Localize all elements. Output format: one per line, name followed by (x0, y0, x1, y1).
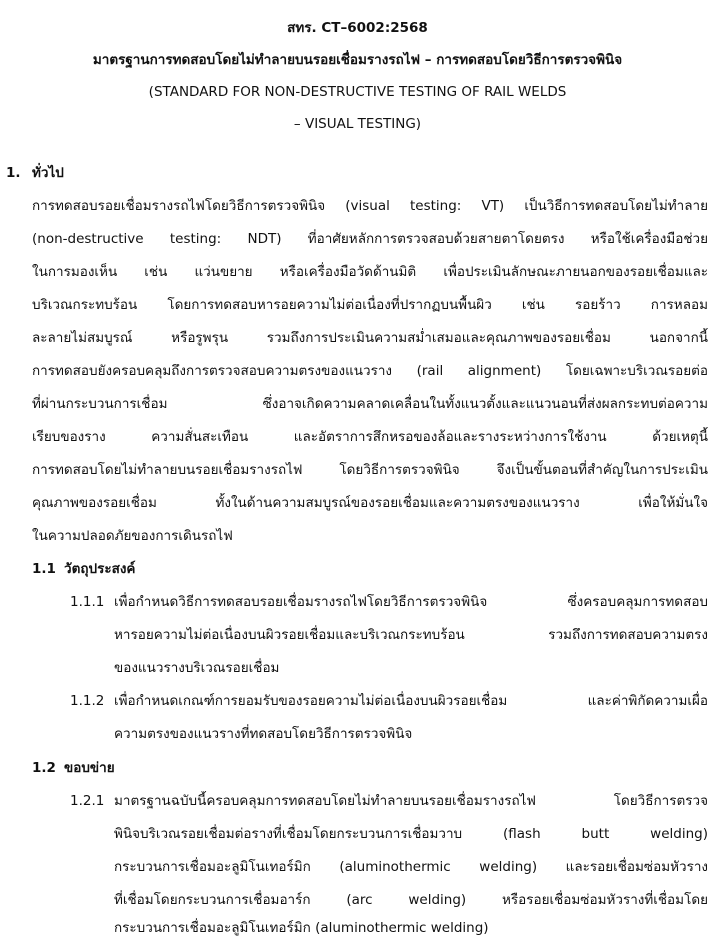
section-1-paragraph-line: ที่ผ่านกระบวนการเชื่อม ซึ่งอาจเกิดความคลาดเคลื่อนในทั้งแนวตั้งและแนวนอนที่ส่งผลกระทบต่อความ (32, 396, 708, 412)
item-1-2-1-number: 1.2.1 (70, 793, 105, 809)
section-1-1-heading: วัตถุประสงค์ (64, 561, 136, 577)
section-1-paragraph-line: การทดสอบยังครอบคลุมถึงการตรวจสอบความตรงของแนวราง (rail alignment) โดยเฉพาะบริเวณรอยต่อ (32, 363, 708, 379)
section-1-2-heading: ขอบข่าย (64, 760, 115, 776)
standard-code: สทร. CT–6002:2568 (287, 20, 428, 36)
document-title-english-line-1: (STANDARD FOR NON-DESTRUCTIVE TESTING OF RAIL WELDS (148, 84, 567, 100)
item-1-2-1-line: พินิจบริเวณรอยเชื่อมต่อรางที่เชื่อมโดยกระบวนการเชื่อมวาบ (flash butt welding) (114, 826, 708, 842)
item-1-1-1-number: 1.1.1 (70, 594, 105, 610)
section-1-paragraph-line: ในการมองเห็น เช่น แว่นขยาย หรือเครื่องมือวัดด้านมิติ เพื่อประเมินลักษณะภายนอกของรอยเชื่อมและ (32, 264, 708, 280)
section-1-paragraph-line: ในความปลอดภัยของการเดินรถไฟ (32, 528, 233, 544)
section-1-1-number: 1.1 (32, 561, 56, 577)
item-1-1-1-line: เพื่อกำหนดวิธีการทดสอบรอยเชื่อมรางรถไฟโดยวิธีการตรวจพินิจ ซึ่งครอบคลุมการทดสอบ (114, 594, 708, 610)
section-1-paragraph-line: การทดสอบรอยเชื่อมรางรถไฟโดยวิธีการตรวจพินิจ (visual testing: VT) เป็นวิธีการทดสอบโดยไม่ทำลาย (32, 198, 708, 214)
item-1-1-1-line: ของแนวรางบริเวณรอยเชื่อม (114, 660, 280, 676)
item-1-2-1-line: กระบวนการเชื่อมอะลูมิโนเทอร์มิก (aluminothermic welding) (114, 920, 489, 936)
section-1-paragraph-line: เรียบของราง ความสั่นสะเทือน และอัตราการสึกหรอของล้อและรางระหว่างการใช้งาน ด้วยเหตุนี้ (32, 429, 708, 445)
section-1-paragraph-line: บริเวณกระทบร้อน โดยการทดสอบหารอยความไม่ต่อเนื่องที่ปรากฏบนพื้นผิว เช่น รอยร้าว การหลอม (32, 297, 708, 313)
section-1-2-number: 1.2 (32, 760, 56, 776)
section-1-heading: ทั่วไป (32, 165, 64, 181)
item-1-2-1-line: มาตรฐานฉบับนี้ครอบคลุมการทดสอบโดยไม่ทำลายบนรอยเชื่อมรางรถไฟ โดยวิธีการตรวจ (114, 793, 708, 809)
section-1-paragraph-line: คุณภาพของรอยเชื่อม ทั้งในด้านความสมบูรณ์ของรอยเชื่อมและความตรงของแนวราง เพื่อให้มั่นใจ (32, 495, 708, 511)
section-1-paragraph-line: การทดสอบโดยไม่ทำลายบนรอยเชื่อมรางรถไฟ โดยวิธีการตรวจพินิจ จึงเป็นขั้นตอนที่สำคัญในการประเมิน (32, 462, 708, 478)
section-1-number: 1. (6, 165, 21, 181)
document-title-thai: มาตรฐานการทดสอบโดยไม่ทำลายบนรอยเชื่อมรางรถไฟ – การทดสอบโดยวิธีการตรวจพินิจ (92, 52, 623, 68)
item-1-1-2-number: 1.1.2 (70, 693, 105, 709)
item-1-2-1-line: กระบวนการเชื่อมอะลูมิโนเทอร์มิก (aluminothermic welding) และรอยเชื่อมซ่อมหัวราง (114, 859, 708, 875)
item-1-1-1-line: หารอยความไม่ต่อเนื่องบนผิวรอยเชื่อมและบริเวณกระทบร้อน รวมถึงการทดสอบความตรง (114, 627, 708, 643)
item-1-1-2-line: เพื่อกำหนดเกณฑ์การยอมรับของรอยความไม่ต่อเนื่องบนผิวรอยเชื่อม และค่าพิกัดความเผื่อ (114, 693, 708, 709)
section-1-paragraph-line: ละลายไม่สมบูรณ์ หรือรูพรุน รวมถึงการประเมินความสม่ำเสมอและคุณภาพของรอยเชื่อม นอกจากนี้ (32, 330, 708, 346)
document-title-english-line-2: – VISUAL TESTING) (293, 116, 422, 132)
section-1-paragraph-line: (non-destructive testing: NDT) ที่อาศัยหลักการตรวจสอบด้วยสายตาโดยตรง หรือใช้เครื่องมือช่วย (32, 231, 708, 247)
item-1-1-2-line: ความตรงของแนวรางที่ทดสอบโดยวิธีการตรวจพินิจ (114, 726, 413, 742)
item-1-2-1-line: ที่เชื่อมโดยกระบวนการเชื่อมอาร์ก (arc welding) หรือรอยเชื่อมซ่อมหัวรางที่เชื่อมโดย (114, 892, 708, 908)
